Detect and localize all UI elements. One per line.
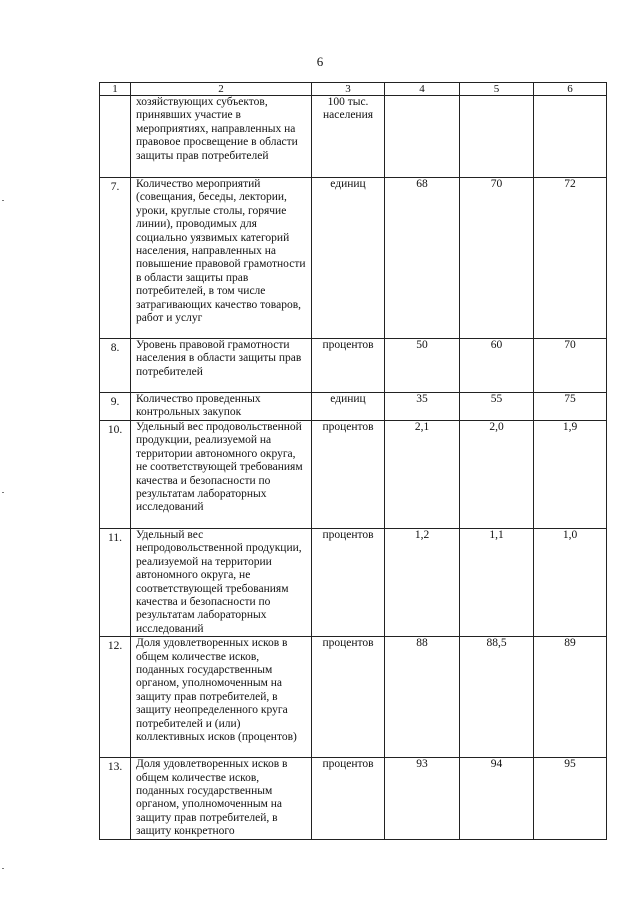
page-number: 6 (316, 54, 324, 69)
value-col6: 75 (534, 393, 607, 421)
header-cell: 5 (460, 83, 534, 96)
header-cell: 2 (131, 83, 312, 96)
unit: процентов (312, 421, 385, 529)
unit: единиц (312, 393, 385, 421)
indicator-name: Доля удовлетворенных исков в общем количестве исков, поданных государственным органом, уполномоченным на защиту прав потребителей, в защиту конкретного (131, 758, 312, 839)
value-col5: 60 (460, 339, 534, 393)
table-row (100, 421, 607, 529)
value-col5: 1,1 (460, 529, 534, 637)
indicator-name: Количество проведенных контрольных закупок (131, 393, 312, 421)
table-row (100, 339, 607, 393)
header-cell: 3 (312, 83, 385, 96)
value-col4: 2,1 (385, 421, 460, 529)
indicator-name: хозяйствующих субъектов, принявших участие в мероприятиях, направленных на правовое просвещение в области защиты прав потребителей (131, 96, 312, 178)
unit: 100 тыс. населения (312, 96, 385, 178)
table-row (100, 637, 607, 758)
value-col4: 93 (385, 758, 460, 839)
table-row (100, 758, 607, 839)
scan-mark (2, 200, 4, 201)
value-col6: 1,0 (534, 529, 607, 637)
value-col5: 2,0 (460, 421, 534, 529)
value-col5: 94 (460, 758, 534, 839)
table-row (100, 529, 607, 637)
unit: процентов (312, 339, 385, 393)
value-col4: 50 (385, 339, 460, 393)
value-col5 (460, 96, 534, 178)
value-col4: 1,2 (385, 529, 460, 637)
value-col4 (385, 96, 460, 178)
row-number: 13. (100, 758, 131, 839)
value-col4: 35 (385, 393, 460, 421)
unit: единиц (312, 178, 385, 339)
header-cell: 6 (534, 83, 607, 96)
value-col4: 68 (385, 178, 460, 339)
scan-mark (2, 492, 4, 493)
table-row (100, 96, 607, 178)
row-number (100, 96, 131, 178)
indicator-name: Доля удовлетворенных исков в общем количестве исков, поданных государственным органом, уполномоченным на защиту прав потребителей, в защиту неопределенного круга потребителей и (или) коллективных исков (процентов) (131, 637, 312, 758)
row-number: 10. (100, 421, 131, 529)
value-col5: 55 (460, 393, 534, 421)
row-number: 9. (100, 393, 131, 421)
value-col6 (534, 96, 607, 178)
unit: процентов (312, 637, 385, 758)
row-number: 11. (100, 529, 131, 637)
table-row (100, 178, 607, 339)
row-number: 7. (100, 178, 131, 339)
indicator-name: Уровень правовой грамотности населения в области защиты прав потребителей (131, 339, 312, 393)
value-col6: 89 (534, 637, 607, 758)
value-col6: 70 (534, 339, 607, 393)
row-number: 8. (100, 339, 131, 393)
header-cell: 1 (100, 83, 131, 96)
indicators-table (99, 82, 607, 840)
table-header-row (100, 83, 607, 96)
value-col5: 88,5 (460, 637, 534, 758)
scan-mark (2, 868, 4, 869)
value-col6: 72 (534, 178, 607, 339)
value-col5: 70 (460, 178, 534, 339)
value-col6: 95 (534, 758, 607, 839)
indicator-name: Количество мероприятий (совещания, беседы, лектории, уроки, круглые столы, горячие линии), проводимых для социально уязвимых категорий населения, направленных на повышение правовой грамотности в области защиты прав потребителей, в том числе затрагивающих качество товаров, работ и услуг (131, 178, 312, 339)
value-col4: 88 (385, 637, 460, 758)
indicator-name: Удельный вес продовольственной продукции, реализуемой на территории автономного округа, не соответствующей требованиям качества и безопасности по результатам лабораторных исследований (131, 421, 312, 529)
table-row (100, 393, 607, 421)
row-number: 12. (100, 637, 131, 758)
unit: процентов (312, 529, 385, 637)
header-cell: 4 (385, 83, 460, 96)
unit: процентов (312, 758, 385, 839)
value-col6: 1,9 (534, 421, 607, 529)
indicator-name: Удельный вес непродовольственной продукции, реализуемой на территории автономного округа, не соответствующей требованиям качества и безопасности по результатам лабораторных исследований (131, 529, 312, 637)
